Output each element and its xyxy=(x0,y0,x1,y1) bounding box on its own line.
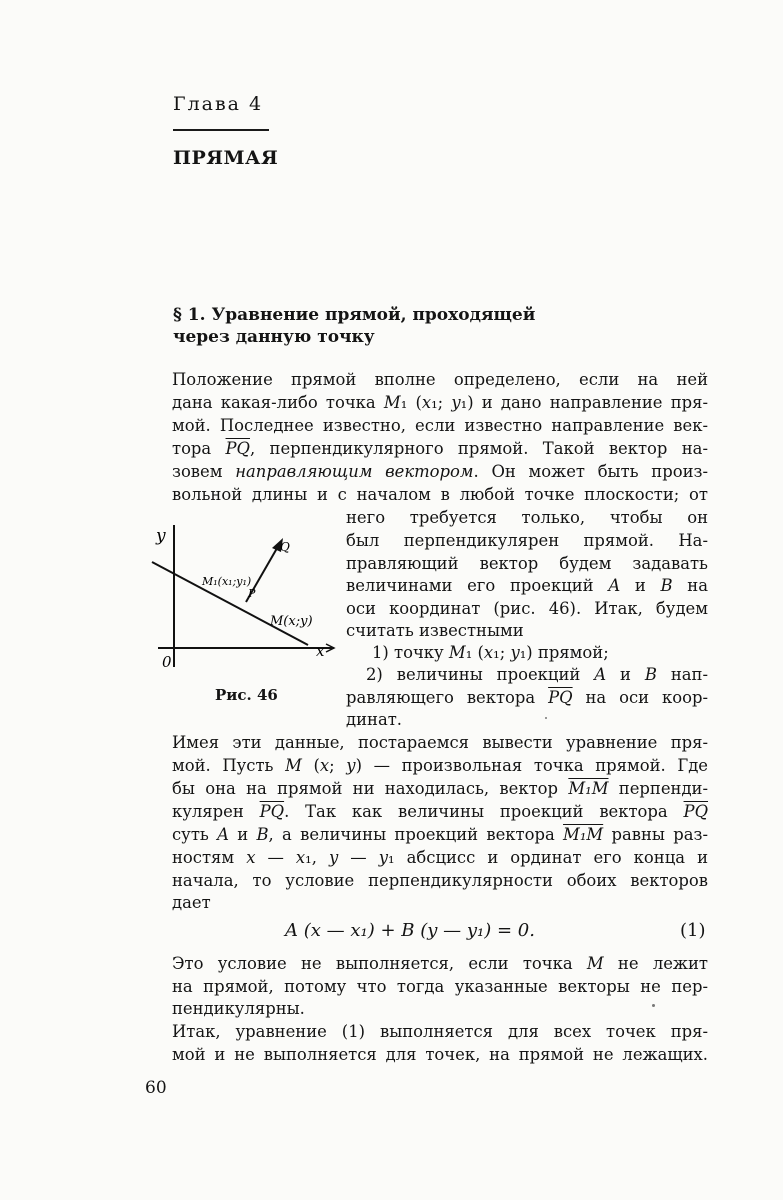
text-line: него требуется только, чтобы он xyxy=(346,508,708,527)
emphasis-term: направляющим вектором xyxy=(235,462,474,481)
vector-pq: $\overline{PQ}$ xyxy=(683,802,709,821)
chapter-label: Глава 4 xyxy=(173,93,264,115)
print-speck xyxy=(652,1004,655,1007)
text-line: вольной длины и с началом в любой точке плоскости; от xyxy=(172,485,708,504)
list-item: 2) величины проекций A и B нап- xyxy=(366,665,708,684)
text-line: величинами его проекций A и B на xyxy=(346,576,708,595)
text-line: динат. xyxy=(346,710,402,729)
text-line: ностям x — x₁, y — y₁ абсцисс и ординат его конца и xyxy=(172,848,708,867)
text-line: кулярен $\overline{PQ}$. Так как величины проекций вектора $\overline{PQ}$ xyxy=(172,802,709,821)
text-line: тора $\overline{PQ}$, перпендикулярного прямой. Такой вектор на- xyxy=(172,439,708,458)
text-line: мой и не выполняется для точек, на прямой не лежащих. xyxy=(172,1045,708,1064)
vector-pq: $\overline{PQ}$ xyxy=(259,802,285,821)
text-line: пендикулярны. xyxy=(172,999,305,1018)
vector-m1m: M₁M xyxy=(568,779,609,798)
text-line: Итак, уравнение (1) выполняется для всех точек пря- xyxy=(172,1022,708,1041)
section-title xyxy=(173,304,535,348)
text-line: равляющего вектора $\overline{PQ}$ на оси коор- xyxy=(346,688,708,707)
point-q-label: Q xyxy=(280,540,290,554)
title-rule xyxy=(173,129,269,131)
text-line: зовем направляющим вектором. Он может быть произ- xyxy=(172,462,708,481)
text-line: мой. Последнее известно, если известно направление век- xyxy=(172,416,708,435)
equation-1: A (x — x₁) + B (y — y₁) = 0. xyxy=(285,920,535,941)
vector-m1m: M₁M xyxy=(563,825,604,844)
equation-number: (1) xyxy=(680,920,706,941)
text-line: дает xyxy=(172,893,211,912)
figure-46 xyxy=(148,517,338,677)
point-p-label: P xyxy=(248,587,256,600)
origin-label: 0 xyxy=(162,653,172,671)
text-line: на прямой, потому что тогда указанные векторы не пер- xyxy=(172,977,708,996)
figure-caption: Рис. 46 xyxy=(215,686,278,704)
point-m1-label: M₁(x₁;y₁) xyxy=(202,575,252,588)
text-line: суть A и B, а величины проекций вектора M₁M равны раз- xyxy=(172,825,708,844)
text-line: дана какая-либо точка M₁ (x₁; y₁) и дано направление пря- xyxy=(172,393,708,412)
section-title-line1: § 1. Уравнение прямой, проходящей xyxy=(173,305,536,325)
chapter-title: ПРЯМАЯ xyxy=(173,147,279,169)
text-line: Имея эти данные, постараемся вывести уравнение пря- xyxy=(172,733,708,752)
text-line: начала, то условие перпендикулярности обоих векторов xyxy=(172,871,708,890)
text-line: был перпендикулярен прямой. На- xyxy=(346,531,708,550)
point-m-label: M(x;y) xyxy=(270,614,313,629)
text-line: оси координат (рис. 46). Итак, будем xyxy=(346,599,708,618)
vector-pq: $\overline{PQ}$ xyxy=(225,439,250,458)
vector-pq: $\overline{PQ}$ xyxy=(548,688,573,707)
text-line: бы она на прямой ни находилась, вектор M₁M перпенди- xyxy=(172,779,709,798)
text-line: считать известными xyxy=(346,621,524,640)
text-line: мой. Пусть M (x; y) — произвольная точка прямой. Где xyxy=(172,756,708,775)
text-line: правляющий вектор будем задавать xyxy=(346,554,708,573)
section-title-line2: через данную точку xyxy=(173,327,375,347)
x-axis-label: x xyxy=(316,642,325,660)
print-speck xyxy=(545,717,547,719)
y-axis-label: y xyxy=(156,526,166,546)
text-line: Это условие не выполняется, если точка M не лежит xyxy=(172,954,709,973)
list-item: 1) точку M₁ (x₁; y₁) прямой; xyxy=(372,643,609,662)
text-line: Положение прямой вполне определено, если на ней xyxy=(172,370,708,389)
page-number: 60 xyxy=(145,1078,167,1098)
